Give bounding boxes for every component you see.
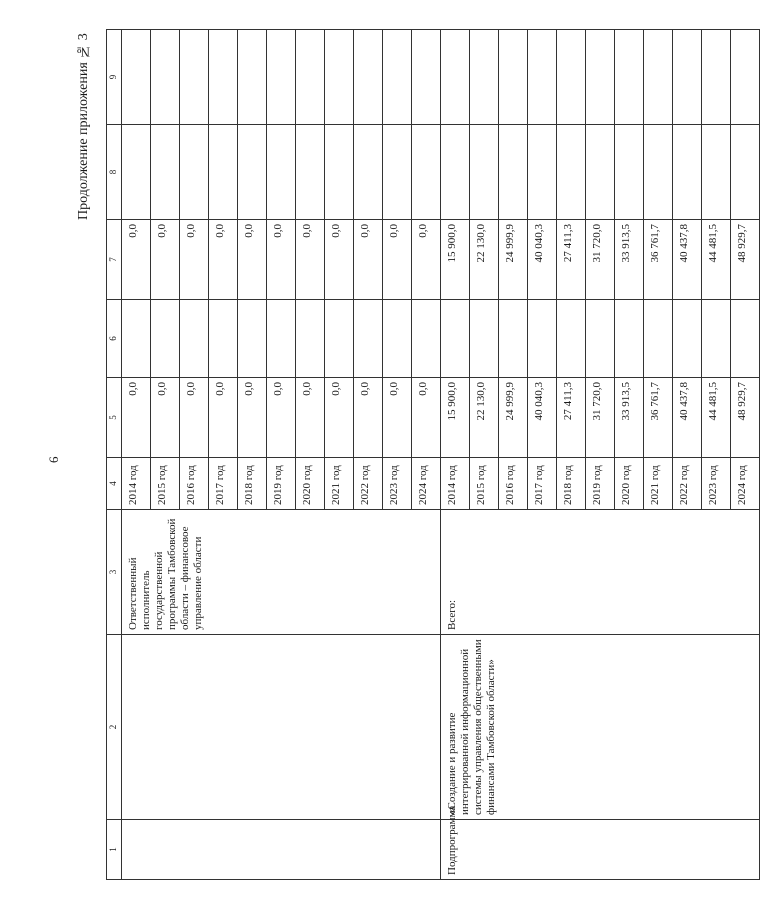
amount-cell: 31 720,0 [586,220,615,300]
year-cell: 2017 год [209,458,238,510]
amount-cell-empty [412,300,441,378]
amount-cell: 0,0 [267,378,296,458]
year-cell: 2015 год [470,458,499,510]
amount-cell-empty [644,30,673,125]
table-row [441,30,470,880]
amount-cell: 36 761,7 [644,378,673,458]
column-header: 5 [107,378,122,458]
amount-cell-empty [122,30,151,125]
program-type-cell [122,820,441,880]
amount-cell: 0,0 [238,378,267,458]
year-cell: 2024 год [412,458,441,510]
table-container [106,30,748,880]
column-header: 4 [107,458,122,510]
amount-cell-empty [499,30,528,125]
amount-cell: 33 913,5 [615,378,644,458]
amount-cell-empty [238,125,267,220]
amount-cell-empty [441,125,470,220]
year-cell: 2014 год [441,458,470,510]
amount-cell-empty [673,300,702,378]
program-name-cell: «Создание и развитие интегрированной информационной системы управления общественными финансами Тамбовской области» [441,635,760,820]
amount-cell-empty [731,30,760,125]
column-header: 7 [107,220,122,300]
amount-cell-empty [557,300,586,378]
amount-cell-empty [122,125,151,220]
table-row [122,30,151,880]
amount-cell-empty [586,300,615,378]
amount-cell-empty [644,300,673,378]
amount-cell-empty [615,300,644,378]
year-cell: 2018 год [238,458,267,510]
year-cell: 2017 год [528,458,557,510]
budget-table [106,29,760,880]
year-cell: 2022 год [354,458,383,510]
year-cell: 2019 год [267,458,296,510]
amount-cell-empty [528,125,557,220]
amount-cell: 0,0 [412,378,441,458]
amount-cell-empty [383,125,412,220]
year-cell: 2014 год [122,458,151,510]
amount-cell-empty [731,300,760,378]
amount-cell-empty [209,30,238,125]
amount-cell: 0,0 [354,378,383,458]
amount-cell-empty [499,300,528,378]
amount-cell-empty [731,125,760,220]
amount-cell: 27 411,3 [557,378,586,458]
column-header: 2 [107,635,122,820]
amount-cell-empty [470,300,499,378]
amount-cell-empty [151,300,180,378]
amount-cell-empty [209,125,238,220]
amount-cell-empty [702,125,731,220]
amount-cell-empty [122,300,151,378]
amount-cell: 40 437,8 [673,220,702,300]
amount-cell: 0,0 [383,378,412,458]
year-cell: 2021 год [325,458,354,510]
amount-cell: 31 720,0 [586,378,615,458]
amount-cell-empty [470,125,499,220]
amount-cell: 44 481,5 [702,220,731,300]
year-cell: 2023 год [383,458,412,510]
program-type-cell: Подпрограмма [441,820,760,880]
amount-cell: 24 999,9 [499,220,528,300]
amount-cell-empty [557,125,586,220]
amount-cell-empty [238,30,267,125]
amount-cell-empty [528,300,557,378]
appendix-label: Продолжение приложения № 3 [76,33,91,220]
amount-cell: 40 040,3 [528,378,557,458]
amount-cell-empty [296,30,325,125]
amount-cell: 27 411,3 [557,220,586,300]
amount-cell-empty [325,125,354,220]
amount-cell: 0,0 [412,220,441,300]
amount-cell-empty [267,30,296,125]
year-cell: 2019 год [586,458,615,510]
amount-cell: 0,0 [296,220,325,300]
amount-cell-empty [151,125,180,220]
amount-cell-empty [296,125,325,220]
amount-cell-empty [267,300,296,378]
amount-cell: 33 913,5 [615,220,644,300]
amount-cell: 0,0 [238,220,267,300]
amount-cell: 0,0 [151,378,180,458]
amount-cell-empty [615,30,644,125]
amount-cell-empty [209,300,238,378]
amount-cell-empty [180,30,209,125]
amount-cell: 15 900,0 [441,220,470,300]
column-header: 8 [107,125,122,220]
amount-cell-empty [702,300,731,378]
amount-cell-empty [383,300,412,378]
amount-cell: 44 481,5 [702,378,731,458]
year-cell: 2015 год [151,458,180,510]
column-header: 6 [107,300,122,378]
amount-cell-empty [557,30,586,125]
amount-cell: 0,0 [383,220,412,300]
amount-cell: 15 900,0 [441,378,470,458]
amount-cell-empty [383,30,412,125]
year-cell: 2020 год [615,458,644,510]
amount-cell-empty [354,125,383,220]
amount-cell-empty [354,300,383,378]
amount-cell: 0,0 [122,220,151,300]
amount-cell: 0,0 [325,220,354,300]
amount-cell-empty [470,30,499,125]
amount-cell: 0,0 [151,220,180,300]
column-number-row [107,30,122,880]
year-cell: 2022 год [673,458,702,510]
amount-cell-empty [180,300,209,378]
amount-cell-empty [325,300,354,378]
amount-cell-empty [151,30,180,125]
year-cell: 2016 год [180,458,209,510]
amount-cell-empty [615,125,644,220]
amount-cell-empty [499,125,528,220]
column-header: 9 [107,30,122,125]
amount-cell: 40 437,8 [673,378,702,458]
amount-cell-empty [238,300,267,378]
page-number: 6 [46,456,61,464]
amount-cell: 0,0 [354,220,383,300]
amount-cell-empty [441,30,470,125]
amount-cell: 22 130,0 [470,220,499,300]
amount-cell-empty [296,300,325,378]
amount-cell-empty [441,300,470,378]
amount-cell-empty [702,30,731,125]
amount-cell: 0,0 [122,378,151,458]
amount-cell-empty [673,30,702,125]
year-cell: 2016 год [499,458,528,510]
amount-cell: 0,0 [209,378,238,458]
amount-cell-empty [586,30,615,125]
funding-source-cell: Ответственный исполнитель государственной программы Тамбовской области – финансовое управление области [122,510,441,635]
amount-cell: 24 999,9 [499,378,528,458]
amount-cell-empty [673,125,702,220]
year-cell: 2020 год [296,458,325,510]
amount-cell-empty [412,125,441,220]
amount-cell: 0,0 [209,220,238,300]
amount-cell: 0,0 [325,378,354,458]
amount-cell: 48 929,7 [731,378,760,458]
amount-cell: 0,0 [180,220,209,300]
amount-cell: 22 130,0 [470,378,499,458]
amount-cell: 0,0 [296,378,325,458]
amount-cell: 48 929,7 [731,220,760,300]
amount-cell: 0,0 [267,220,296,300]
program-name-cell [122,635,441,820]
amount-cell-empty [528,30,557,125]
column-header: 3 [107,510,122,635]
column-header: 1 [107,820,122,880]
amount-cell-empty [644,125,673,220]
year-cell: 2018 год [557,458,586,510]
amount-cell-empty [180,125,209,220]
funding-source-cell: Всего: [441,510,760,635]
amount-cell-empty [354,30,383,125]
amount-cell-empty [267,125,296,220]
amount-cell-empty [325,30,354,125]
amount-cell: 0,0 [180,378,209,458]
amount-cell-empty [412,30,441,125]
year-cell: 2023 год [702,458,731,510]
year-cell: 2024 год [731,458,760,510]
amount-cell-empty [586,125,615,220]
amount-cell: 40 040,3 [528,220,557,300]
amount-cell: 36 761,7 [644,220,673,300]
year-cell: 2021 год [644,458,673,510]
